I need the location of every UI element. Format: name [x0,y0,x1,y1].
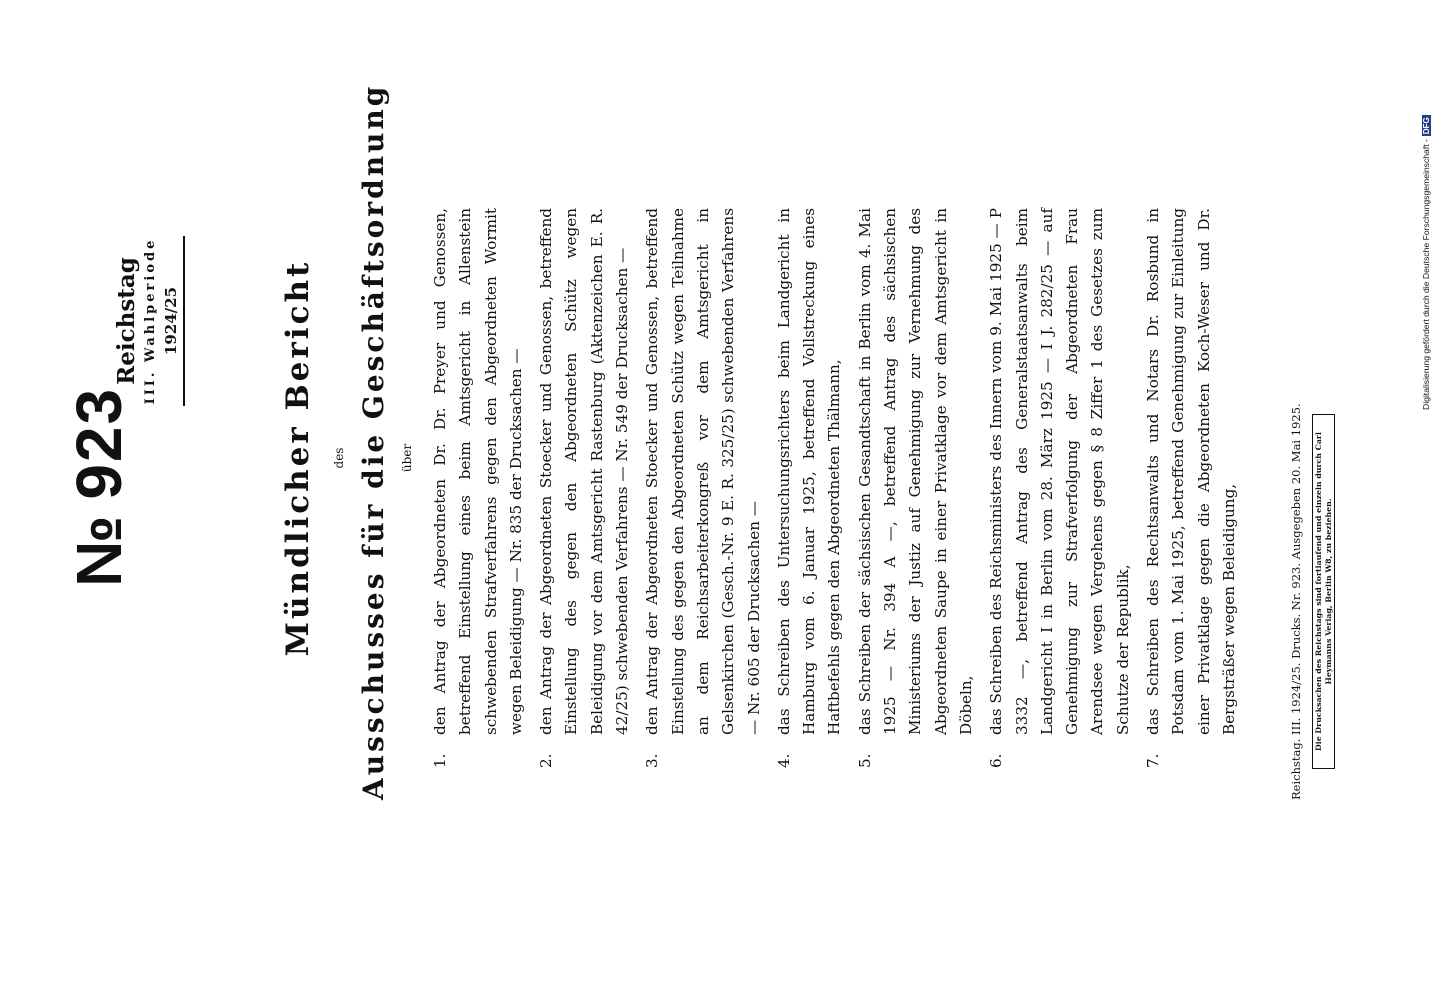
reichstag-header [113,236,185,406]
item-text: den Antrag der Abgeordneten Stoecker und Genossen, betreffend Einstellung des gegen den Abgeordneten Schütz wegen Beleidigung vor dem Amtsgericht Rastenburg (Aktenzeichen E. R. 42/25) schwebenden Verfahrens — Nr. 549 der Drucksachen — [537,208,632,735]
item-number: 3. [643,753,662,768]
list-item [534,208,635,768]
committee-title: Ausschusses für die Geschäftsordnung [357,83,390,800]
item-number: 4. [774,753,793,768]
document-number [62,387,136,587]
session-years: 1924/25 [162,286,180,356]
number-sign: № [63,513,135,587]
item-text: den Antrag der Abgeordneten Dr. Dr. Preyer und Genossen, betreffend Einstellung eines beim Amtsgericht in Allenstein schwebenden Strafverfahrens gegen den Abgeordneten Wormit wegen Beleidigung — Nr. 835 der Drucksachen — [431,208,525,735]
agenda-list [428,208,1247,768]
distribution-notice: Die Drucksachen des Reichstags sind fortlaufend und einzeln durch Carl Heymanns Verlag, Berlin W8, zu beziehen. [1312,414,1335,769]
item-text: das Schreiben des Untersuchungsrichters beim Landgericht in Hamburg vom 6. Januar 1925, betreffend Vollstreckung eines Haftbefehls gegen den Abgeordneten Thälmann, [774,208,844,735]
legislative-period: III. Wahlperiode [143,237,158,405]
report-title: Mündlicher Bericht [280,259,316,657]
list-item [1141,208,1242,768]
reichstag-title: Reichstag [113,257,140,385]
item-number: 7. [1144,753,1163,768]
number-value: 923 [63,386,135,500]
list-item [772,208,848,768]
item-number: 2. [537,753,556,768]
list-item [853,208,979,768]
dfg-logo: DFG [1422,117,1432,135]
item-text: den Antrag der Abgeordneten Stoecker und Genossen, betreffend Einstellung des gegen den Abgeordneten Schütz wegen Teilnahme an dem Reichsarbeiterkongreß vor dem Amtsgericht in Gelsenkirchen (Gesch.-Nr. 9 E. R. 325/25) schwebenden Verfahrens — Nr. 605 der Drucksachen — [643,208,763,735]
list-item [984,208,1136,768]
item-number: 5. [855,753,874,768]
title-connector-ueber: über [400,443,414,473]
list-item [640,208,766,768]
title-connector-des: des [332,447,346,469]
item-number: 6. [987,753,1006,768]
item-text: das Schreiben des Rechtsanwalts und Notars Dr. Rosbund in Potsdam vom 1. Mai 1925, betreffend Genehmigung zur Einleitung einer Privatklage gegen die Abgeordneten Koch-Weser und Dr. Bergsträßer wegen Beleidigung, [1144,208,1238,735]
list-item [428,208,529,768]
digitization-note [1421,115,1431,410]
publication-line: Reichstag. III. 1924/25. Drucks. Nr. 923. Ausgegeben 20. Mai 1925. [1289,403,1303,800]
item-text: das Schreiben des Reichsministers des Innern vom 9. Mai 1925 — P 3332 —, betreffend Antrag des Generalstaatsanwalts beim Landgericht I in Berlin vom 28. März 1925 — I J. 282/25 — auf Genehmigung zur Strafverfolgung der Abgeordneten Frau Arendsee wegen Vergehens gegen § 8 Ziffer 1 des Gesetzes zum Schutze der Republik, [987,208,1132,735]
header-rule [183,236,185,406]
item-text: das Schreiben der sächsischen Gesandtschaft in Berlin vom 4. Mai 1925 — Nr. 394 A —, betreffend Antrag des sächsischen Ministeriums der Justiz auf Genehmigung zur Vernehmung des Abgeordneten Saupe in einer Privatklage vor dem Amtsgericht in Döbeln, [855,208,975,735]
digitization-text: Digitalisierung gefördert durch die Deutsche Forschungsgemeinschaft - [1421,139,1431,410]
item-number: 1. [431,753,449,768]
